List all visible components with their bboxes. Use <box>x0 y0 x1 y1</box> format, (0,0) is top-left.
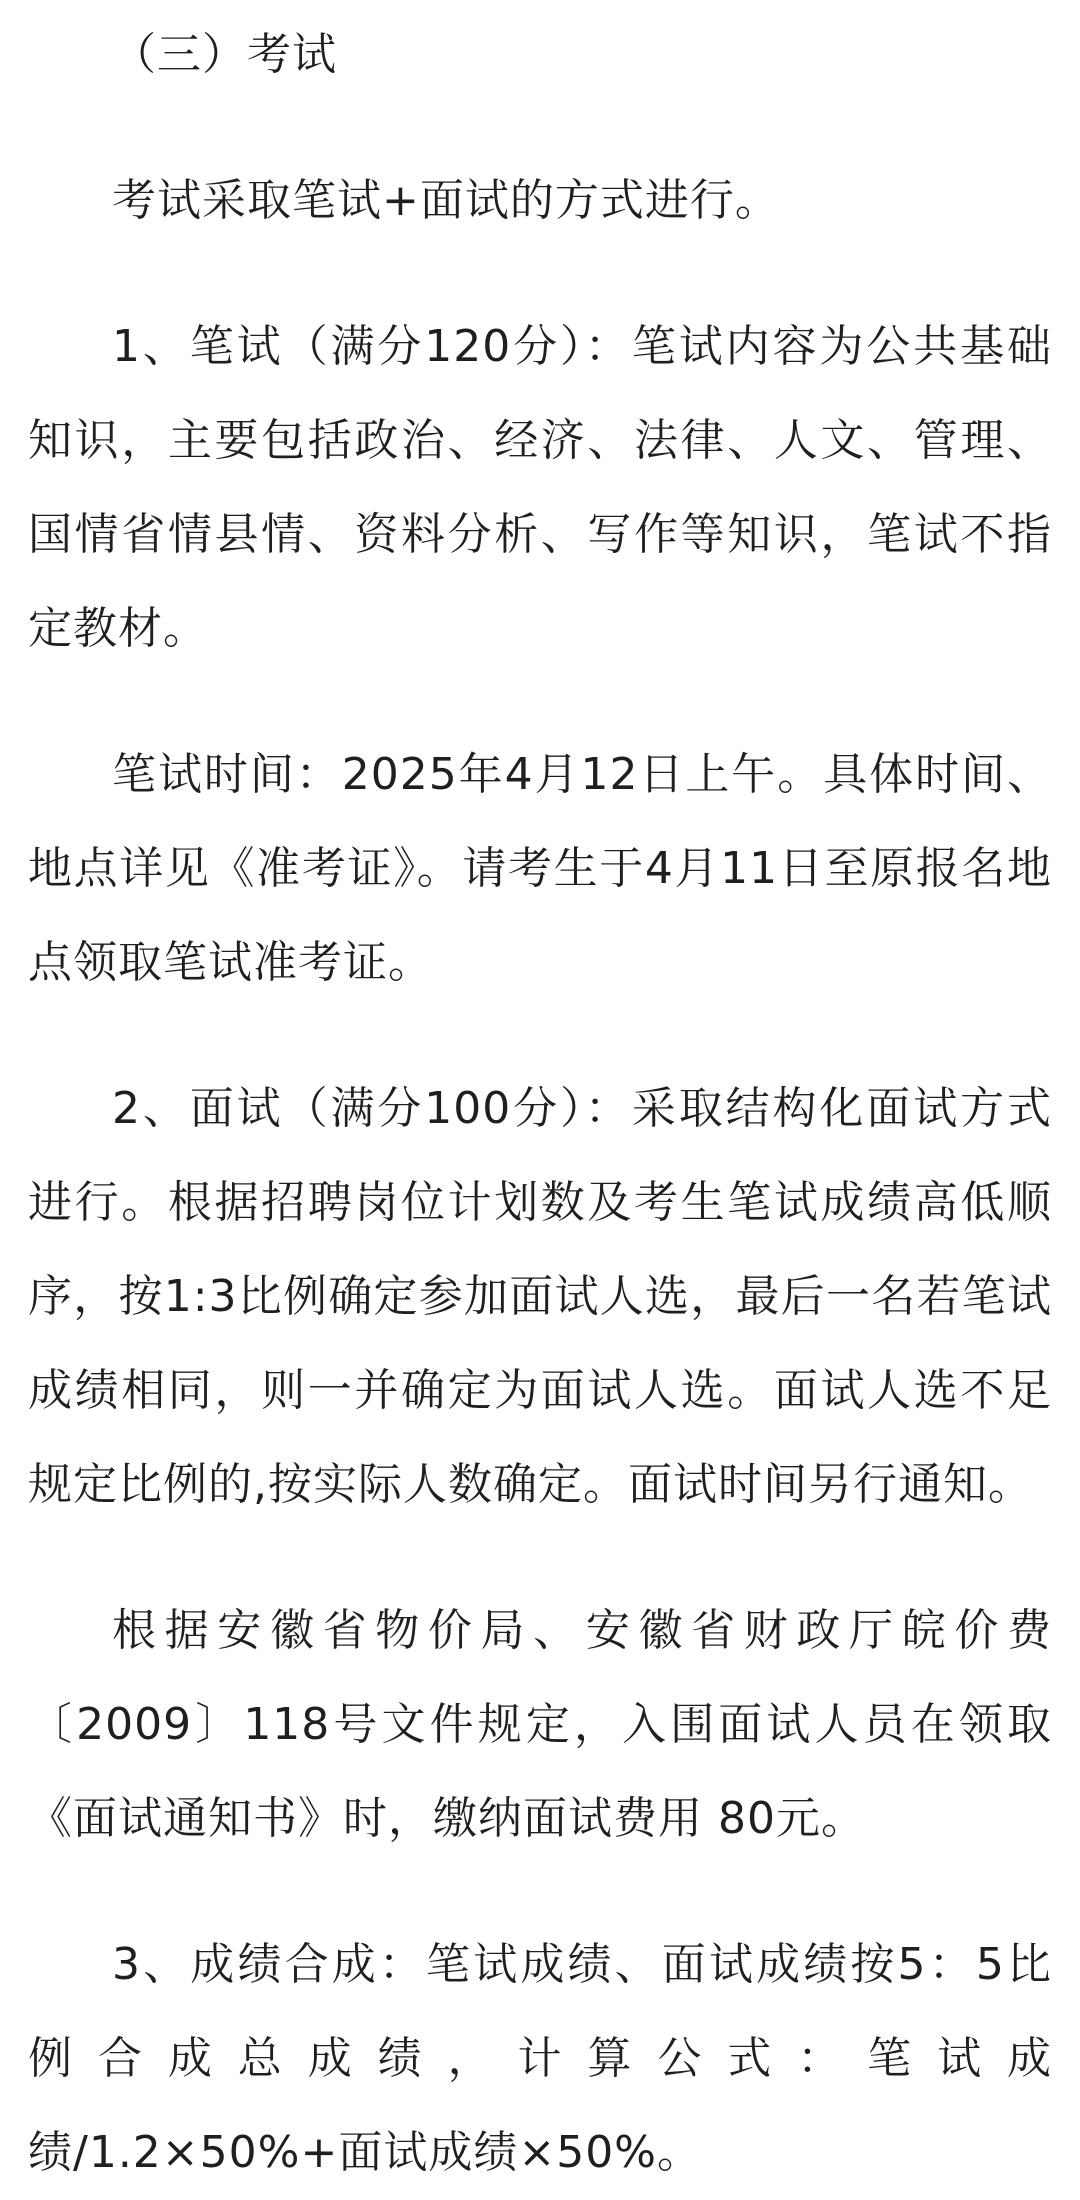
paragraph-exam-method: 考试采取笔试+面试的方式进行。 <box>112 175 780 226</box>
paragraph-written-exam: 1、笔试（满分120分）：笔试内容为公共基础知识，主要包括政治、经济、法律、人文、管理、国情省情县情、资料分析、写作等知识，笔试不指定教材。 <box>28 321 1052 654</box>
paragraph-interview-fee: 根据安徽省物价局、安徽省财政厅皖价费〔2009〕118号文件规定，入围面试人员在领取《面试通知书》时，缴纳面试费用 80元。 <box>28 1605 1052 1844</box>
section-heading: （三）考试 <box>112 29 337 80</box>
paragraph-interview: 2、面试（满分100分）：采取结构化面试方式进行。根据招聘岗位计划数及考生笔试成绩高低顺序，按1:3比例确定参加面试人选，最后一名若笔试成绩相同，则一并确定为面试人选。面试人选不足规定比例的,按实际人数确定。面试时间另行通知。 <box>28 1083 1052 1510</box>
paragraph-score-calculation: 3、成绩合成：笔试成绩、面试成绩按5：5比例合成总成绩，计算公式：笔试成绩/1.2×50%+面试成绩×50%。 <box>28 1939 1052 2178</box>
paragraph-written-exam-time: 笔试时间：2025年4月12日上午。具体时间、地点详见《准考证》。请考生于4月11日至原报名地点领取笔试准考证。 <box>28 749 1052 988</box>
